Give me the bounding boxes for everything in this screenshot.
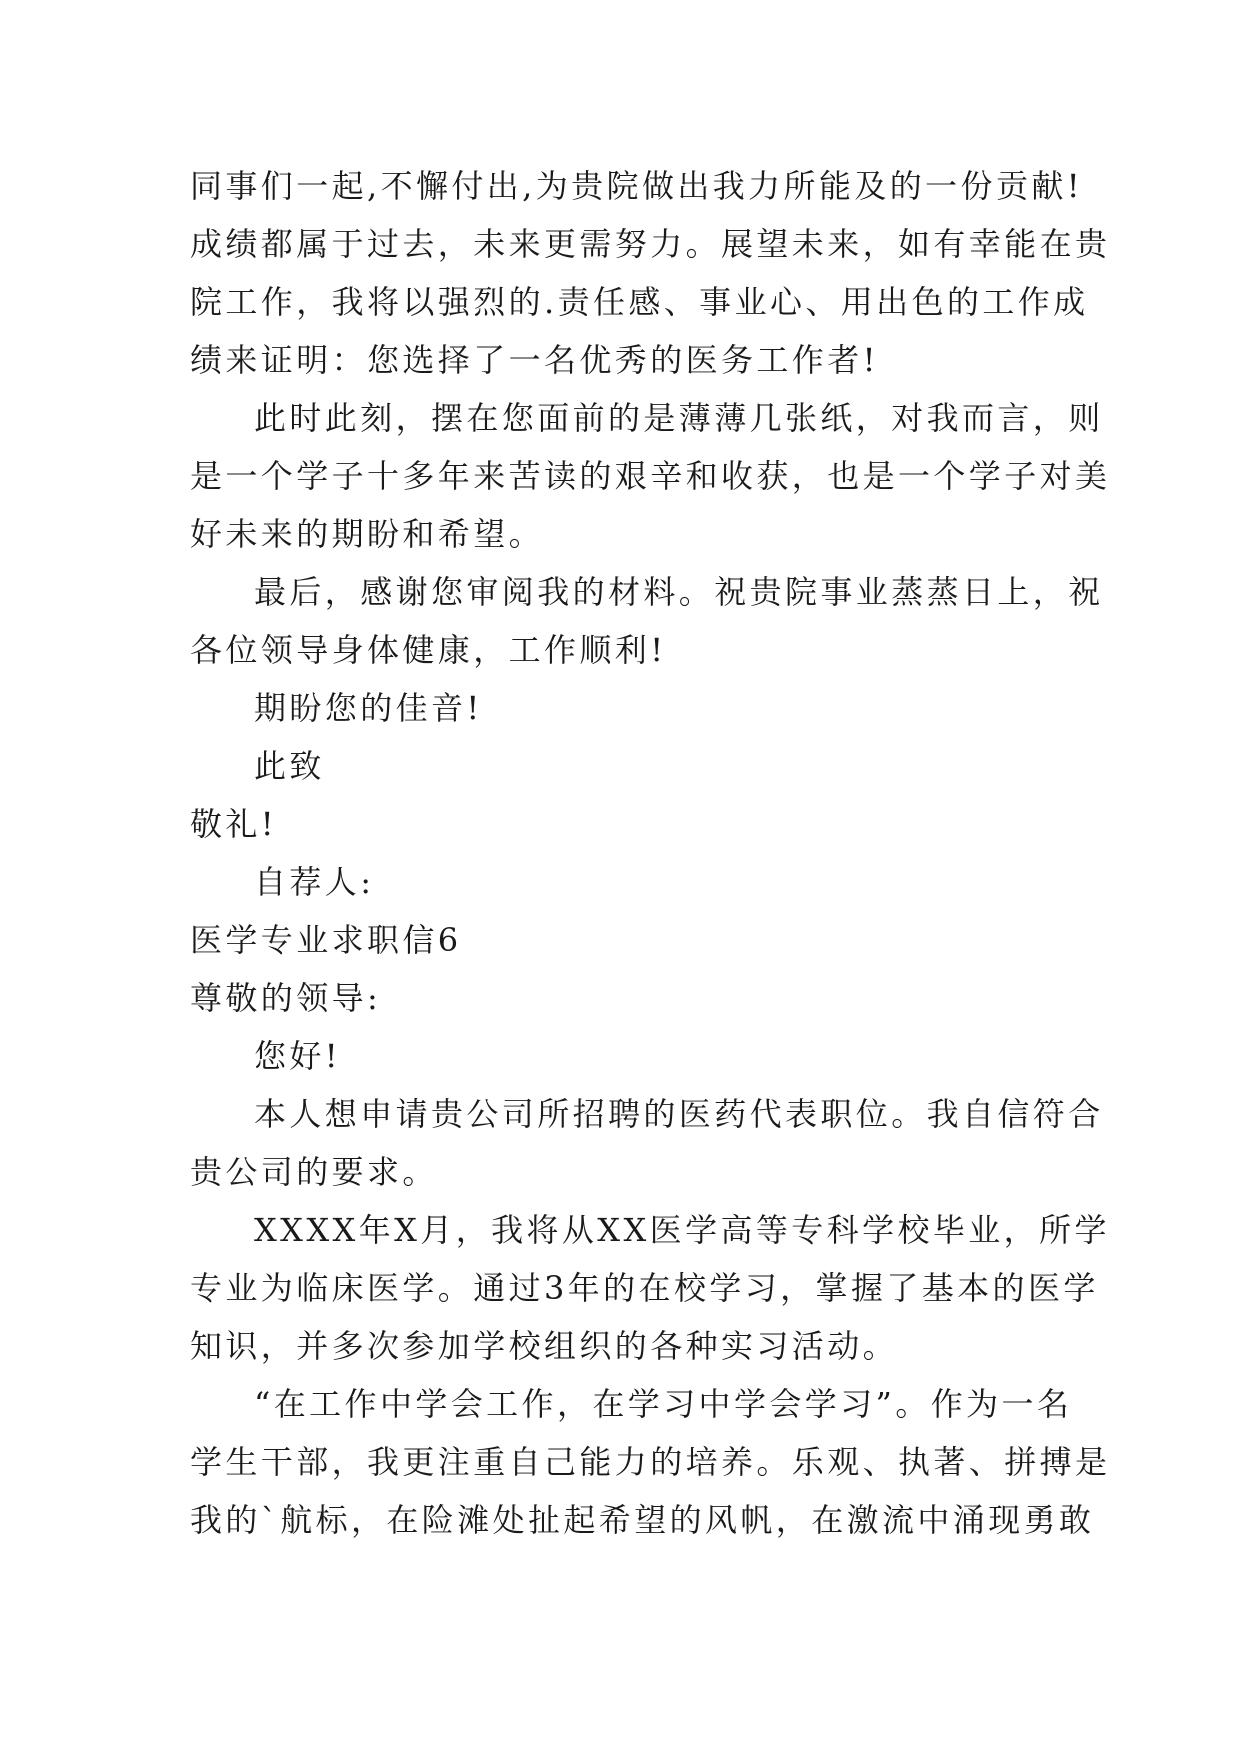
text-line: 贵公司的要求。	[190, 1153, 438, 1191]
text-line: 是一个学子十多年来苦读的艰辛和收获，也是一个学子对美	[190, 457, 1111, 495]
greeting-line: 您好!	[254, 1037, 342, 1075]
text-line: 各位领导身体健康，工作顺利!	[190, 631, 667, 669]
text-line: “在工作中学会工作，在学习中学会学习”。作为一名	[254, 1385, 1073, 1423]
text-line: 院工作，我将以强烈的.责任感、事业心、用出色的工作成	[190, 283, 1089, 321]
section-heading: 医学专业求职信6	[190, 921, 462, 959]
document-body	[190, 157, 1111, 1549]
signature-line: 自荐人:	[254, 863, 375, 901]
text-line: 同事们一起,不懈付出,为贵院做出我力所能及的一份贡献!	[190, 167, 1084, 205]
salutation-line: 敬礼!	[190, 805, 278, 843]
text-line: 本人想申请贵公司所招聘的医药代表职位。我自信符合	[254, 1095, 1104, 1133]
closing-line: 期盼您的佳音!	[254, 689, 483, 727]
text-line: 知识，并多次参加学校组织的各种实习活动。	[190, 1327, 899, 1365]
text-line: 最后，感谢您审阅我的材料。祝贵院事业蒸蒸日上，祝	[254, 573, 1104, 611]
text-line: XXXX年X月，我将从XX医学高等专科学校毕业，所学	[254, 1211, 1110, 1249]
text-line: 此时此刻，摆在您面前的是薄薄几张纸，对我而言，则	[254, 399, 1104, 437]
text-line: 好未来的期盼和希望。	[190, 515, 545, 553]
text-line: 学生干部，我更注重自己能力的培养。乐观、执著、拼搏是	[190, 1443, 1111, 1481]
text-line: 绩来证明：您选择了一名优秀的医务工作者!	[190, 341, 879, 379]
greeting-line: 尊敬的领导:	[190, 979, 382, 1017]
salutation-line: 此致	[254, 747, 325, 785]
text-line: 成绩都属于过去，未来更需努力。展望未来，如有幸能在贵	[190, 225, 1111, 263]
text-line: 我的`航标，在险滩处扯起希望的风帆，在激流中涌现勇敢	[190, 1501, 1095, 1539]
text-line: 专业为临床医学。通过3年的在校学习，掌握了基本的医学	[190, 1269, 1099, 1307]
